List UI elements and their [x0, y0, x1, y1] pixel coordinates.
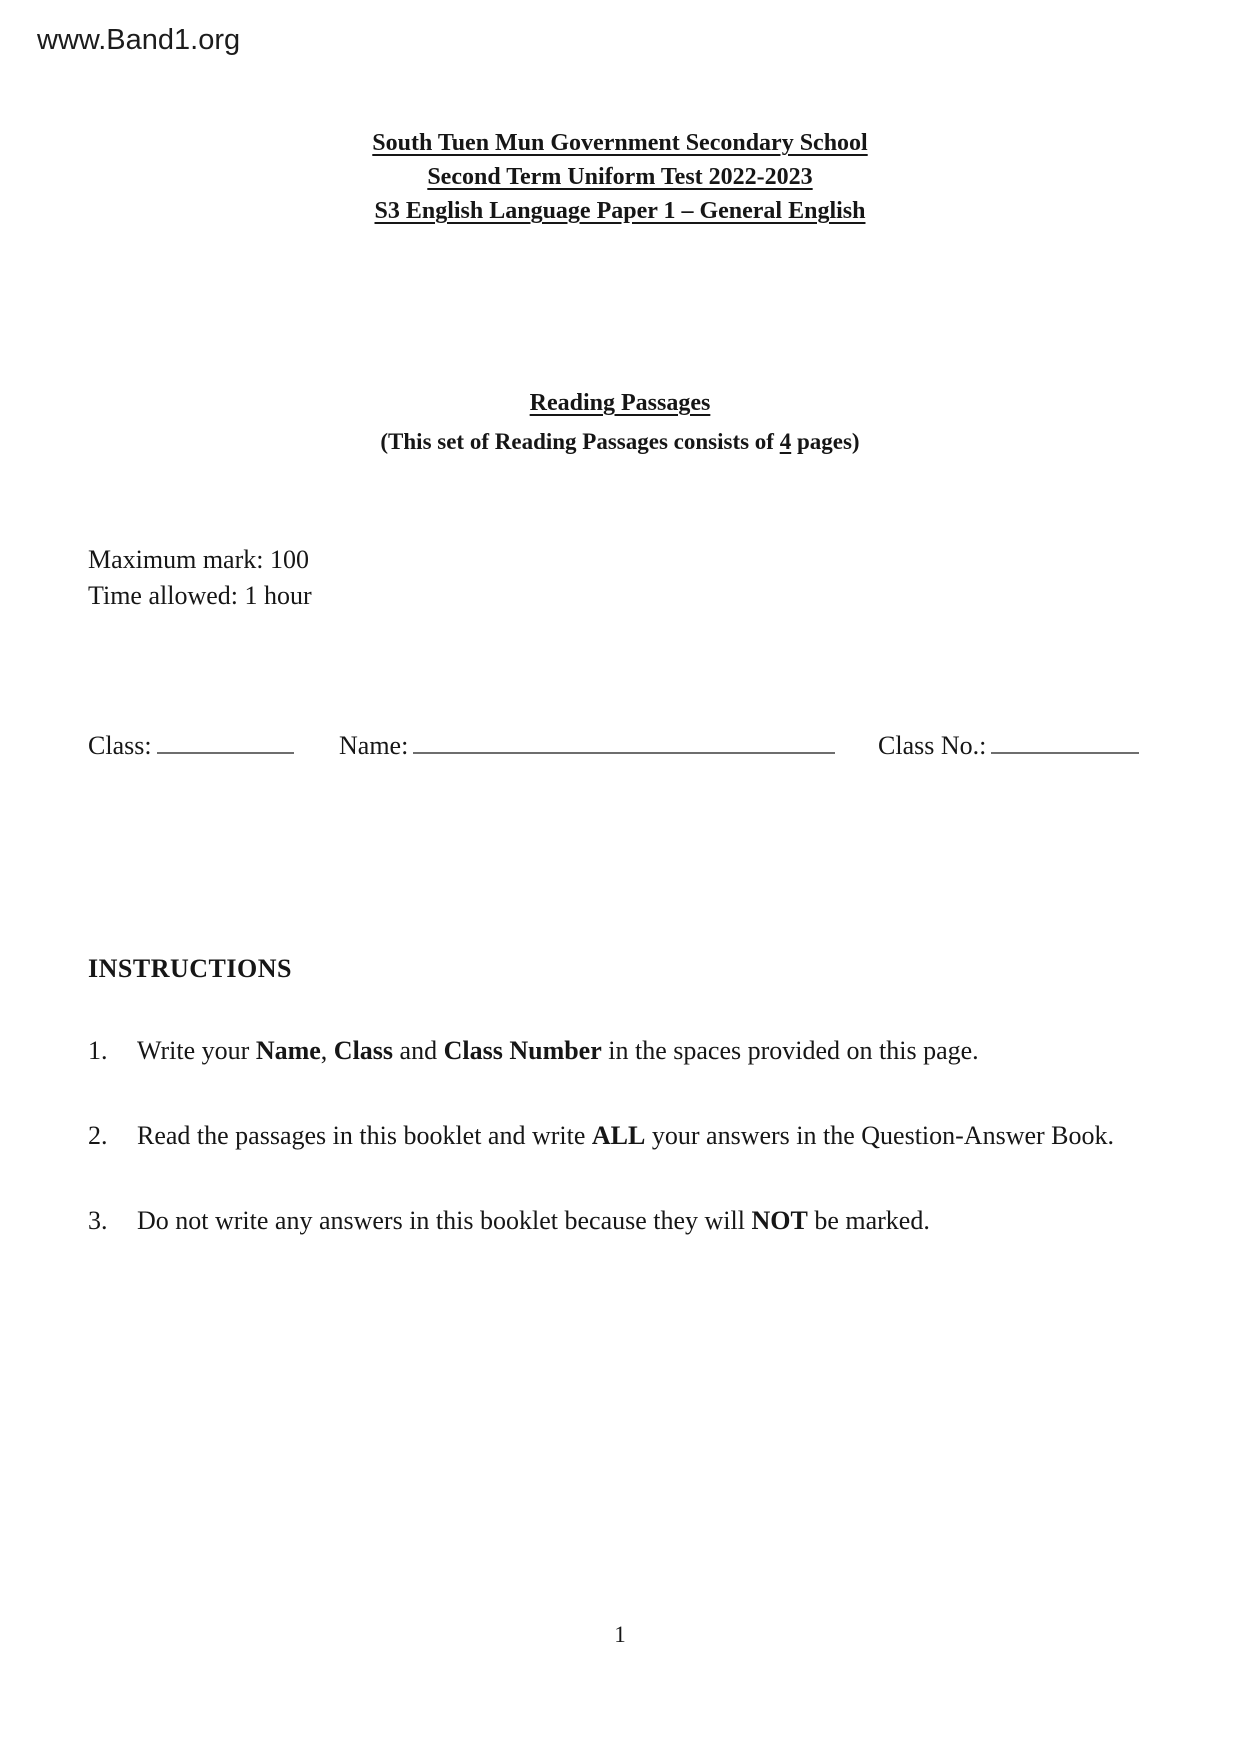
instruction-text-3: Do not write any answers in this booklet because they will NOT be marked. — [137, 1206, 930, 1235]
instruction-number-3: 3. — [88, 1206, 108, 1235]
school-name: South Tuen Mun Government Secondary School — [372, 130, 868, 156]
subtitle-suffix: pages) — [791, 429, 860, 454]
name-label: Name: — [339, 731, 409, 760]
instruction-number-2: 2. — [88, 1121, 108, 1150]
paper-title: S3 English Language Paper 1 – General English — [374, 198, 866, 224]
page-number: 1 — [614, 1622, 626, 1647]
student-info-row — [0, 730, 1240, 764]
class-field — [88, 730, 294, 761]
instruction-text-2: Read the passages in this booklet and write ALL your answers in the Question-Answer Book. — [137, 1121, 1115, 1150]
class-no-blank — [991, 730, 1139, 754]
instructions-heading: INSTRUCTIONS — [88, 954, 292, 983]
class-label: Class: — [88, 731, 152, 760]
class-no-field — [878, 730, 1139, 761]
subtitle-prefix: (This set of Reading Passages consists of — [380, 429, 780, 454]
instruction-item-1 — [88, 1033, 1163, 1068]
section-title: Reading Passages — [529, 390, 711, 416]
class-blank — [157, 730, 294, 754]
exam-details-block — [88, 542, 312, 614]
watermark-url: www.Band1.org — [37, 24, 241, 56]
instruction-text-1: Write your Name, Class and Class Number in the spaces provided on this page. — [137, 1036, 979, 1065]
instruction-item-3 — [88, 1203, 1163, 1238]
maximum-mark: Maximum mark: 100 — [88, 545, 309, 574]
reading-passages-section — [0, 386, 1240, 458]
time-allowed: Time allowed: 1 hour — [88, 581, 312, 610]
class-no-label: Class No.: — [878, 731, 987, 760]
name-blank — [413, 730, 835, 754]
instruction-number-1: 1. — [88, 1036, 108, 1065]
section-subtitle — [0, 426, 1240, 458]
instruction-item-2 — [88, 1118, 1163, 1153]
exam-term-title: Second Term Uniform Test 2022-2023 — [427, 164, 813, 190]
name-field — [339, 730, 835, 761]
subtitle-page-count: 4 — [779, 429, 792, 454]
exam-title-block — [0, 126, 1240, 228]
